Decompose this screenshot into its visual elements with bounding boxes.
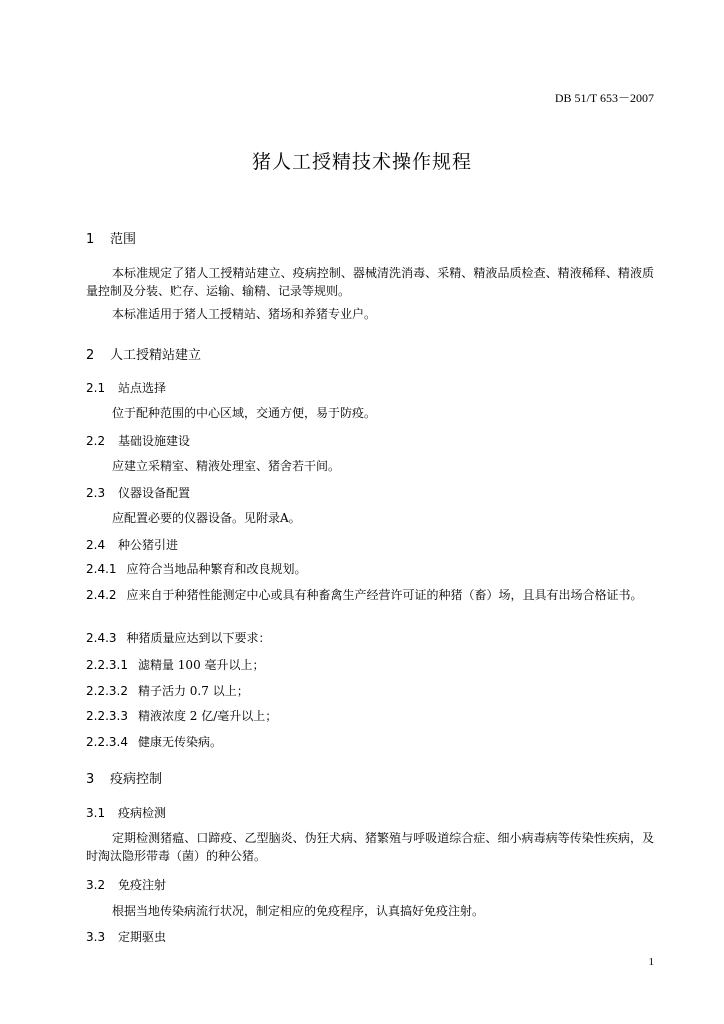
section-2-heading xyxy=(86,344,201,363)
section-3-2-text: 根据当地传染病流行状况，制定相应的免疫程序，认真搞好免疫注射。 xyxy=(112,904,485,918)
clause-text: 健康无传染病。 xyxy=(137,735,222,749)
section-title: 免疫注射 xyxy=(118,878,167,892)
section-2-1-text: 位于配种范围的中心区域，交通方便，易于防疫。 xyxy=(112,406,377,420)
section-3-1-text: 定期检测猪瘟、口蹄疫、乙型脑炎、伪狂犬病、猪繁殖与呼吸道综合症、细小病毒病等传染性疾病，及时淘汰隐形带毒（菌）的种公猪。 xyxy=(86,831,654,863)
section-title: 范围 xyxy=(110,232,137,247)
clause-text: 应来自于种猪性能测定中心或具有种畜禽生产经营许可证的种猪（畜）场，且具有出场合格证书。 xyxy=(126,588,643,602)
section-number: 2.2 xyxy=(86,434,106,448)
section-title: 仪器设备配置 xyxy=(118,486,191,500)
section-title: 基础设施建设 xyxy=(118,434,191,448)
section-number: 2.4 xyxy=(86,538,106,552)
clause-text: 滤精量 100 毫升以上； xyxy=(137,658,265,672)
section-number: 3.1 xyxy=(86,806,106,820)
section-title: 疫病控制 xyxy=(110,772,163,787)
section-number: 1 xyxy=(86,232,95,247)
clause-2-4-3 xyxy=(86,629,654,647)
section-2-4-heading xyxy=(86,536,178,553)
section-number: 2 xyxy=(86,348,95,363)
section-number: 3 xyxy=(86,772,95,787)
document-title: 猪人工授精技术操作规程 xyxy=(251,151,472,173)
clause-text: 应符合当地品种繁育和改良规划。 xyxy=(126,562,307,576)
page-number: 1 xyxy=(648,956,654,968)
section-title: 站点选择 xyxy=(118,381,167,395)
clause-2-2-3-1 xyxy=(86,656,654,674)
section-3-2-heading xyxy=(86,876,166,893)
clause-2-2-3-3 xyxy=(86,707,654,725)
section-2-3-heading xyxy=(86,484,190,501)
section-number: 2.3 xyxy=(86,486,106,500)
section-2-1-heading xyxy=(86,379,166,396)
section-title: 疫病检测 xyxy=(118,806,167,820)
section-title: 定期驱虫 xyxy=(118,930,167,944)
section-number: 2.1 xyxy=(86,381,106,395)
clause-2-2-3-2 xyxy=(86,682,654,700)
clause-number: 2.2.3.1 xyxy=(86,658,128,672)
clause-number: 2.4.3 xyxy=(86,631,117,645)
section-title: 人工授精站建立 xyxy=(110,348,202,363)
clause-number: 2.4.1 xyxy=(86,562,117,576)
clause-number: 2.4.2 xyxy=(86,588,117,602)
clause-number: 2.2.3.3 xyxy=(86,709,128,723)
clause-2-4-2 xyxy=(86,586,654,604)
clause-text: 精液浓度 2 亿/毫升以上； xyxy=(137,709,278,723)
section-3-1-heading xyxy=(86,804,166,821)
clause-text: 种猪质量应达到以下要求： xyxy=(126,631,271,645)
section-1-heading xyxy=(86,228,136,247)
clause-number: 2.2.3.4 xyxy=(86,735,128,749)
section-3-3-heading xyxy=(86,928,166,945)
clause-2-2-3-4 xyxy=(86,733,654,751)
clause-number: 2.2.3.2 xyxy=(86,684,128,698)
section-number: 3.2 xyxy=(86,878,106,892)
section-2-3-text: 应配置必要的仪器设备。见附录A。 xyxy=(112,511,301,525)
clause-text: 精子活力 0.7 以上； xyxy=(137,684,249,698)
section-3-heading xyxy=(86,768,162,787)
section-1-paragraph-2: 本标准适用于猪人工授精站、猪场和养猪专业户。 xyxy=(112,307,377,321)
section-1-paragraph-1: 本标准规定了猪人工授精站建立、疫病控制、器械清洗消毒、采精、精液品质检查、精液稀释、精液质量控制及分装、贮存、运输、输精、记录等规则。 xyxy=(86,266,654,298)
section-2-2-text: 应建立采精室、精液处理室、猪舍若干间。 xyxy=(112,459,341,473)
section-title: 种公猪引进 xyxy=(118,538,179,552)
section-2-2-heading xyxy=(86,432,190,449)
clause-2-4-1 xyxy=(86,560,654,578)
standard-code: DB 51/T 653－2007 xyxy=(554,91,654,105)
section-number: 3.3 xyxy=(86,930,106,944)
